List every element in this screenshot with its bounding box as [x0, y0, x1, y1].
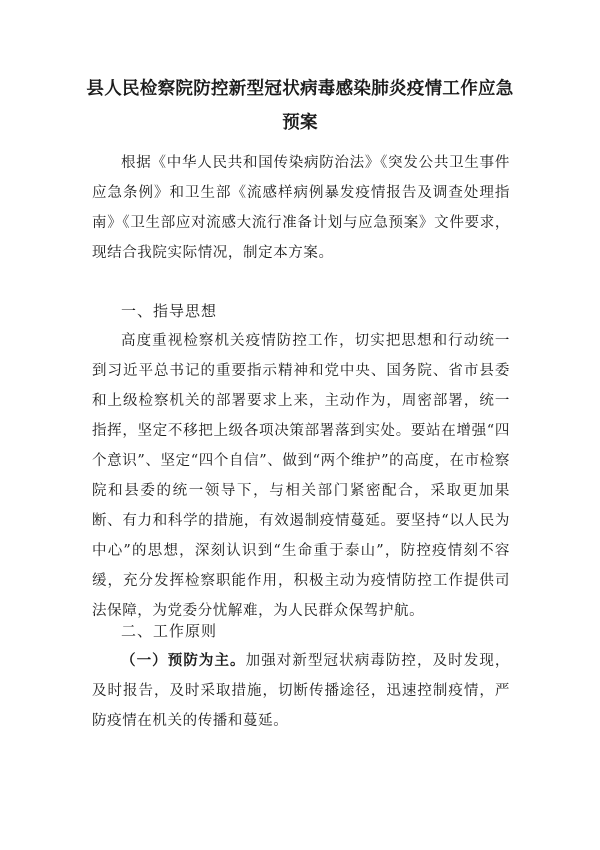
guiding-ideology-paragraph: 高度重视检察机关疫情防控工作，切实把思想和行动统一到习近平总书记的重要指示精神和党中央、国务院、省市县委和上级检察机关的部署要求上来，主动作为，周密部署，统一指挥，坚定不移把上级各项决策部署落到实处。要站在增强“四个意识”、坚定“四个自信”、做到“两个维护”的高度，在市检察院和县委的统一领导下，与相关部门紧密配合，采取更加果断、有力和科学的措施，有效遏制疫情蔓延。要坚持“以人民为中心”的思想，深刻认识到“生命重于泰山”，防控疫情刻不容缓，充分发挥检察职能作用，积极主动为疫情防控工作提供司法保障，为党委分忧解难，为人民群众保驾护航。: [92, 333, 510, 619]
prevention-paragraph: [92, 646, 510, 736]
prevention-body: 加强对新型冠状病毒防控，及时发现，及时报告，及时采取措施，切断传播途径，迅速控制疫情，严防疫情在机关的传播和蔓延。: [92, 653, 510, 729]
section-heading-guiding-ideology: 一、指导思想: [121, 302, 218, 320]
section-heading-work-principles: 二、工作原则: [121, 622, 218, 640]
intro-paragraph: 根据《中华人民共和国传染病防治法》《突发公共卫生事件应急条例》和卫生部《流感样病例暴发疫情报告及调查处理指南》《卫生部应对流感大流行准备计划与应急预案》文件要求，现结合我院实际情况，制定本方案。: [92, 155, 510, 261]
document-title: 县人民检察院防控新型冠状病毒感染肺炎疫情工作应急预案: [86, 79, 514, 133]
prevention-lead: （一）预防为主。: [121, 653, 246, 669]
